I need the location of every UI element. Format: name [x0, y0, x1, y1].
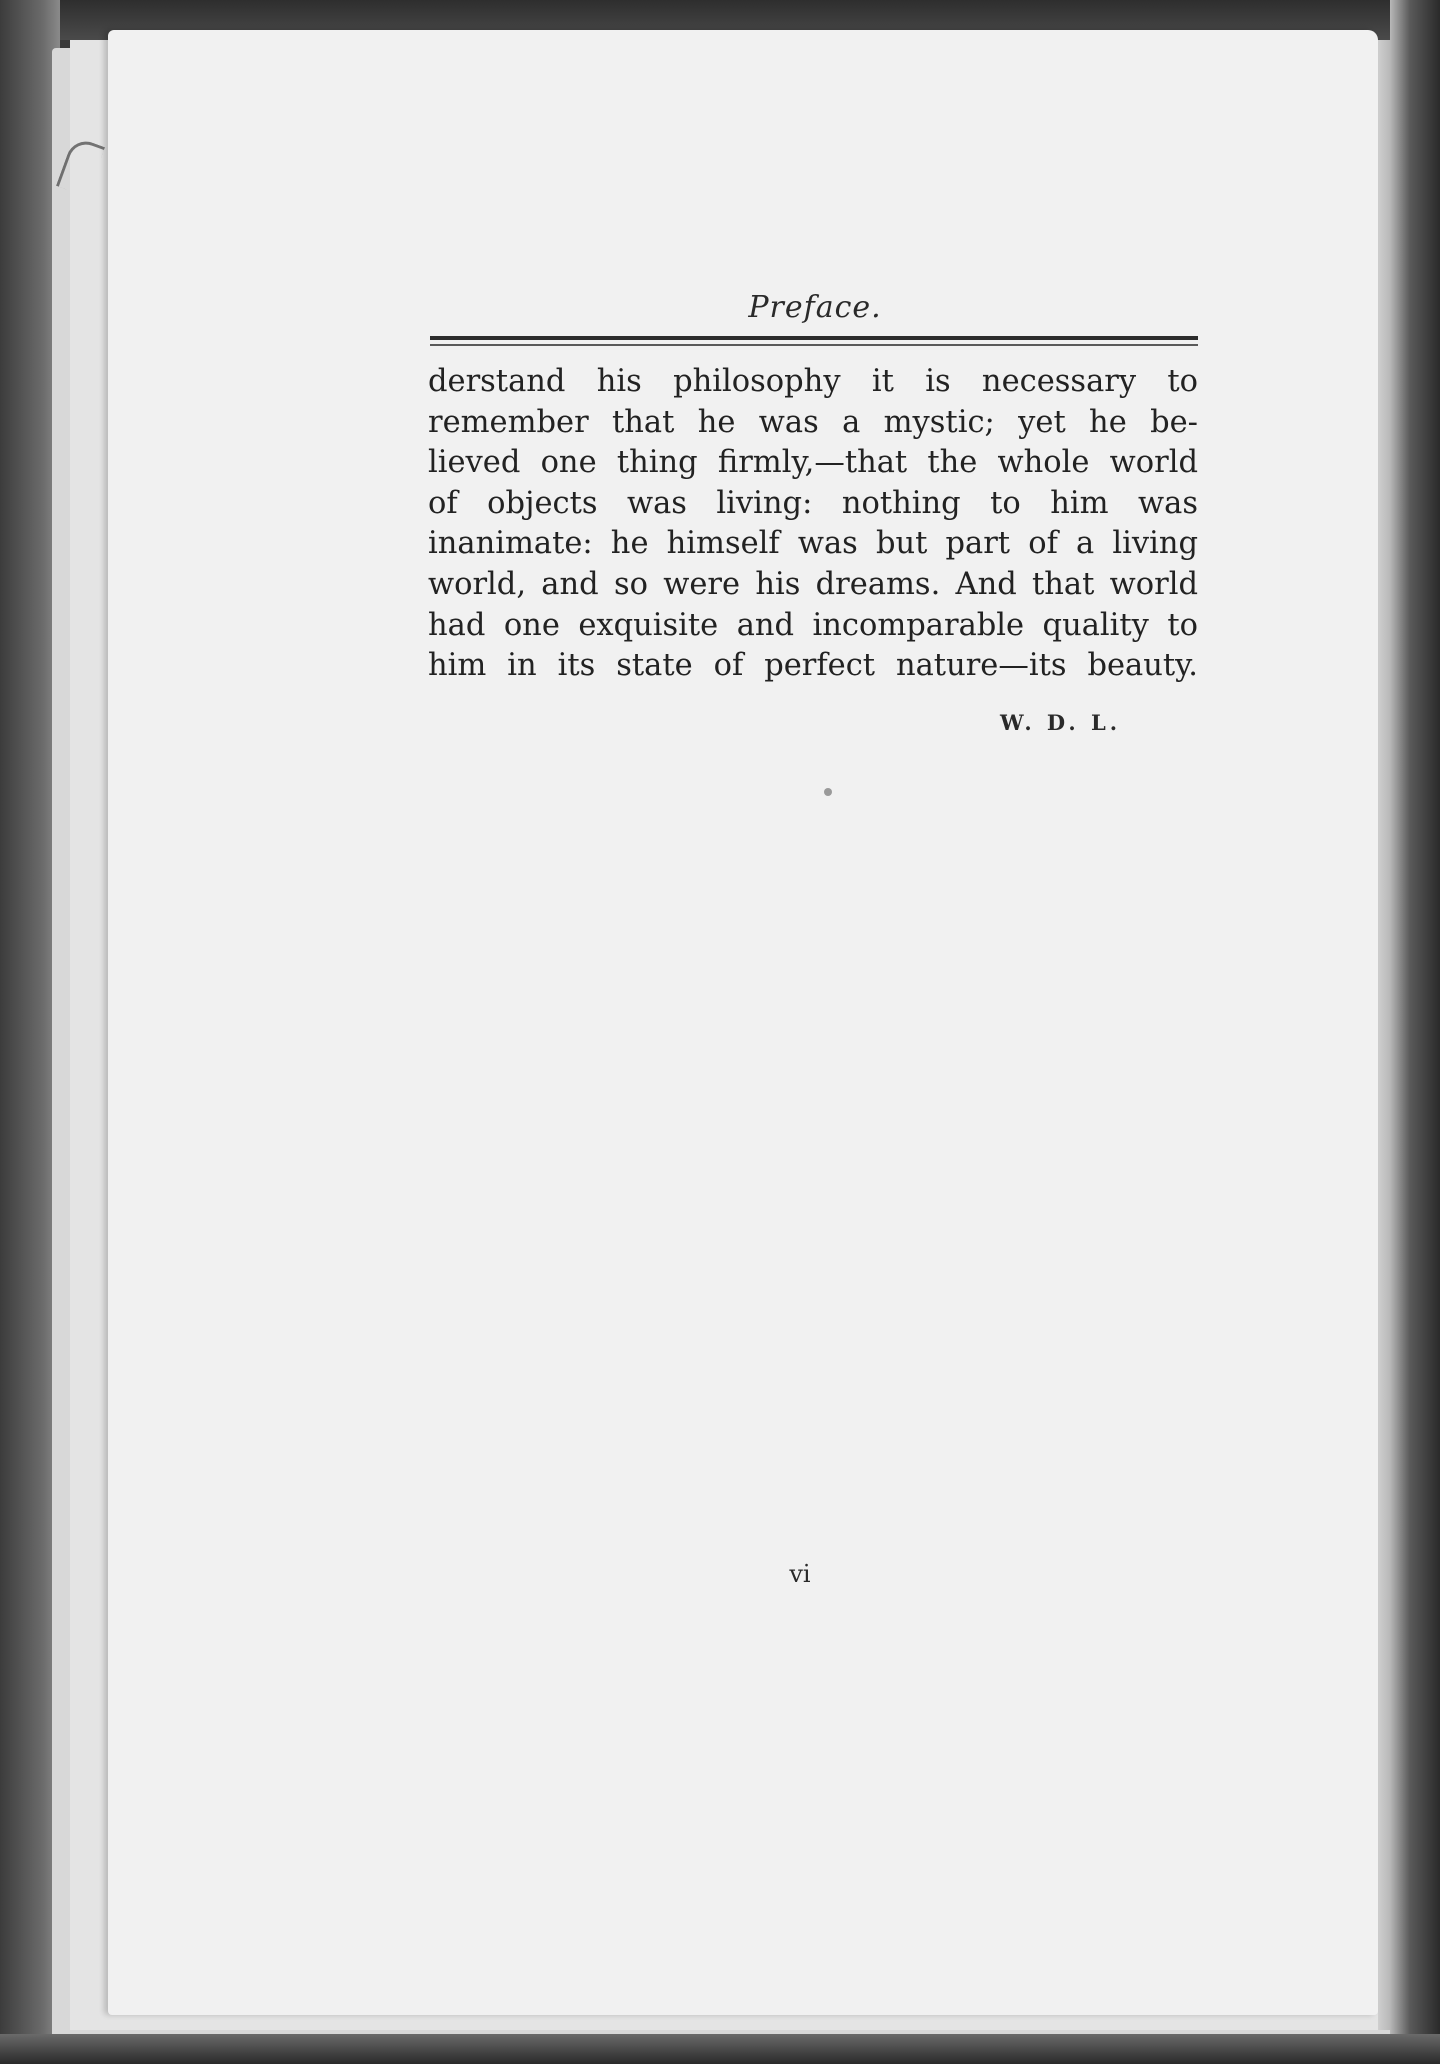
scan-border-left [0, 0, 60, 2064]
text-line: inanimate: he himself was but part of a living [428, 526, 1198, 562]
text-line: lieved one thing firmly,—that the whole world [428, 445, 1198, 481]
text-line: world, and so were his dreams. And that world [428, 566, 1198, 602]
author-initials: W. D. L. [1000, 710, 1122, 735]
text-line: had one exquisite and incomparable quality to [428, 607, 1198, 643]
header-rule-thick [430, 336, 1198, 340]
text-line: him in its state of perfect nature—its beauty. [428, 648, 1198, 684]
header-rule-thin [430, 344, 1198, 346]
body-paragraph [428, 362, 1198, 687]
page-number: vi [789, 1560, 811, 1588]
running-head: Preface. [748, 290, 882, 325]
text-line: remember that he was a mystic; yet he be- [428, 404, 1198, 440]
text-line: derstand his philosophy it is necessary to [428, 364, 1198, 399]
text-line: of objects was living: nothing to him was [428, 485, 1198, 521]
paper-speck [824, 788, 832, 796]
book-page [108, 30, 1378, 2015]
scan-border-right [1390, 0, 1440, 2064]
scan-border-bottom [0, 2034, 1440, 2064]
